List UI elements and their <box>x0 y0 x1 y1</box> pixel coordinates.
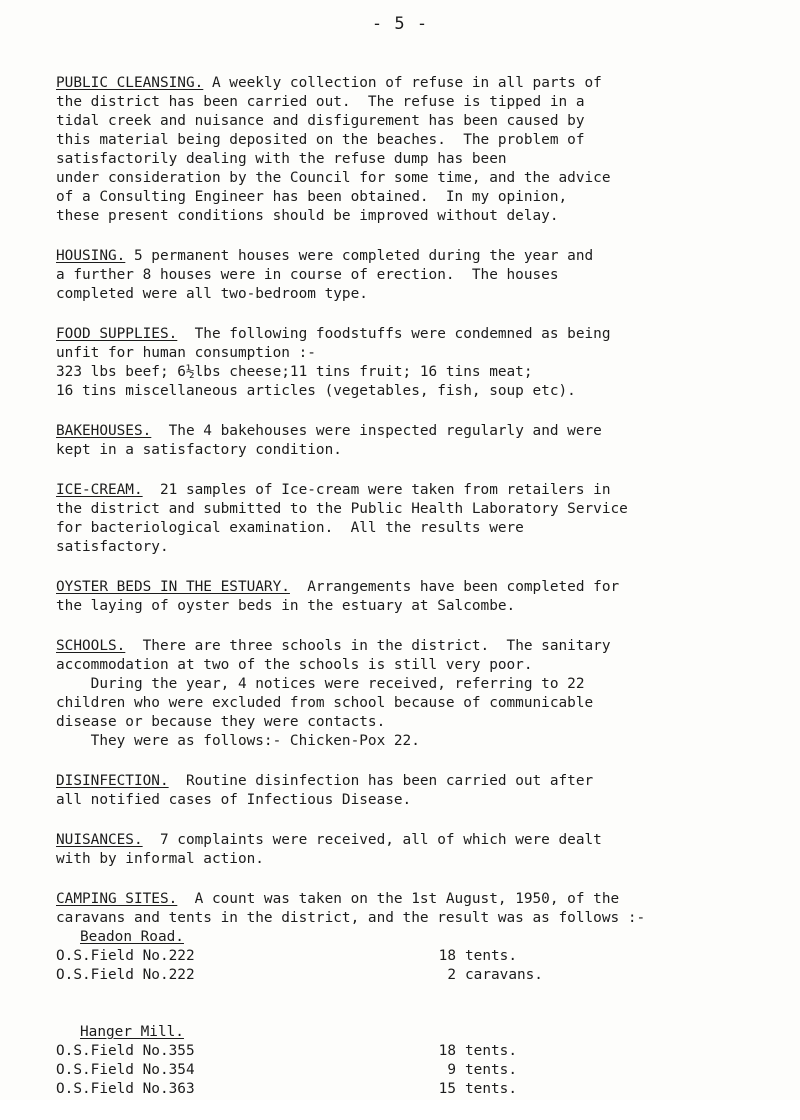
site-field-ref: O.S.Field No.354 <box>56 1062 195 1078</box>
section-text-line: 323 lbs beef; 6½lbs cheese;11 tins fruit; 16 tins meat; <box>56 364 533 380</box>
section-text-line: for bacteriological examination. All the results were <box>56 520 524 536</box>
site-unit: tents. <box>465 1043 517 1059</box>
spacer <box>56 985 772 1004</box>
site-field-ref: O.S.Field No.363 <box>56 1081 195 1097</box>
section-heading: HOUSING. <box>56 248 126 264</box>
section-text-line: 21 samples of Ice-cream were taken from retailers in <box>142 482 611 498</box>
section-text-line: under consideration by the Council for some time, and the advice <box>56 170 611 186</box>
section-housing <box>56 247 772 304</box>
table-row <box>56 1042 772 1061</box>
section-food-supplies <box>56 325 772 401</box>
table-row <box>56 1061 772 1080</box>
section-text-line: of a Consulting Engineer has been obtained. In my opinion, <box>56 189 568 205</box>
section-heading: NUISANCES. <box>56 832 143 848</box>
site-unit: tents. <box>465 948 517 964</box>
section-text-line: During the year, 4 notices were received, referring to 22 <box>56 676 585 692</box>
section-heading: BAKEHOUSES. <box>56 423 152 439</box>
section-text-line: 7 complaints were received, all of which were dealt <box>142 832 602 848</box>
section-text-line: Arrangements have been completed for <box>289 579 620 595</box>
section-heading: FOOD SUPPLIES. <box>56 326 178 342</box>
section-text-line: completed were all two-bedroom type. <box>56 286 368 302</box>
section-text-line: this material being deposited on the beaches. The problem of <box>56 132 585 148</box>
site-count: 2 <box>447 967 456 983</box>
section-text-line: disease or because they were contacts. <box>56 714 386 730</box>
section-disinfection <box>56 772 772 810</box>
section-text-line: all notified cases of Infectious Disease. <box>56 792 412 808</box>
section-heading: PUBLIC CLEANSING. <box>56 75 204 91</box>
page-number: - 5 - <box>371 14 429 34</box>
section-heading: OYSTER BEDS IN THE ESTUARY. <box>56 579 290 595</box>
section-text-line: kept in a satisfactory condition. <box>56 442 342 458</box>
site-count: 18 <box>438 1043 456 1059</box>
section-text-line: tidal creek and nuisance and disfigurement has been caused by <box>56 113 585 129</box>
section-text-line: They were as follows:- Chicken-Pox 22. <box>56 733 420 749</box>
section-text-line: The 4 bakehouses were inspected regularly and were <box>151 423 602 439</box>
table-row <box>56 966 772 985</box>
section-heading: CAMPING SITES. <box>56 891 178 907</box>
site-unit: caravans. <box>465 967 543 983</box>
site-field-ref: O.S.Field No.355 <box>56 1043 195 1059</box>
section-heading: ICE-CREAM. <box>56 482 143 498</box>
section-text-line: a further 8 houses were in course of erection. The houses <box>56 267 559 283</box>
section-text-line: the district has been carried out. The refuse is tipped in a <box>56 94 585 110</box>
section-text-line: children who were excluded from school because of communicable <box>56 695 594 711</box>
section-text-line: accommodation at two of the schools is still very poor. <box>56 657 533 673</box>
section-nuisances <box>56 831 772 869</box>
site-count: 15 <box>438 1081 456 1097</box>
section-bakehouses <box>56 422 772 460</box>
section-heading: SCHOOLS. <box>56 638 126 654</box>
site-field-ref: O.S.Field No.222 <box>56 948 195 964</box>
section-text-line: The following foodstuffs were condemned as being <box>177 326 611 342</box>
site-location-heading: Hanger Mill. <box>80 1024 184 1040</box>
site-count: 9 <box>447 1062 456 1078</box>
section-text-line: Routine disinfection has been carried out after <box>168 773 594 789</box>
section-text-line: with by informal action. <box>56 851 264 867</box>
section-heading: DISINFECTION. <box>56 773 169 789</box>
section-schools <box>56 637 772 751</box>
site-count: 18 <box>438 948 456 964</box>
section-text-line: satisfactorily dealing with the refuse dump has been <box>56 151 507 167</box>
report-body <box>56 74 772 1120</box>
camping-site-table <box>56 928 772 1099</box>
section-text-line: There are three schools in the district. The sanitary <box>125 638 611 654</box>
site-field-ref: O.S.Field No.222 <box>56 967 195 983</box>
site-unit: tents. <box>465 1062 517 1078</box>
section-text-line: these present conditions should be improved without delay. <box>56 208 559 224</box>
section-text-line: the district and submitted to the Public Health Laboratory Service <box>56 501 628 517</box>
section-text-line: A count was taken on the 1st August, 1950, of the <box>177 891 620 907</box>
section-camping-sites <box>56 890 772 1099</box>
section-ice-cream <box>56 481 772 557</box>
section-text-line: 5 permanent houses were completed during the year and <box>125 248 594 264</box>
section-text-line: satisfactory. <box>56 539 169 555</box>
section-oyster-beds <box>56 578 772 616</box>
section-text-line: A weekly collection of refuse in all parts of <box>203 75 602 91</box>
section-text-line: the laying of oyster beds in the estuary at Salcombe. <box>56 598 516 614</box>
section-text-line: unfit for human consumption :- <box>56 345 316 361</box>
section-text-line: caravans and tents in the district, and the result was as follows :- <box>56 910 646 926</box>
section-public-cleansing <box>56 74 772 226</box>
site-unit: tents. <box>465 1081 517 1097</box>
spacer <box>56 1004 772 1023</box>
table-row <box>56 1080 772 1099</box>
site-location-heading: Beadon Road. <box>80 929 184 945</box>
section-text-line: 16 tins miscellaneous articles (vegetables, fish, soup etc). <box>56 383 576 399</box>
table-row <box>56 947 772 966</box>
